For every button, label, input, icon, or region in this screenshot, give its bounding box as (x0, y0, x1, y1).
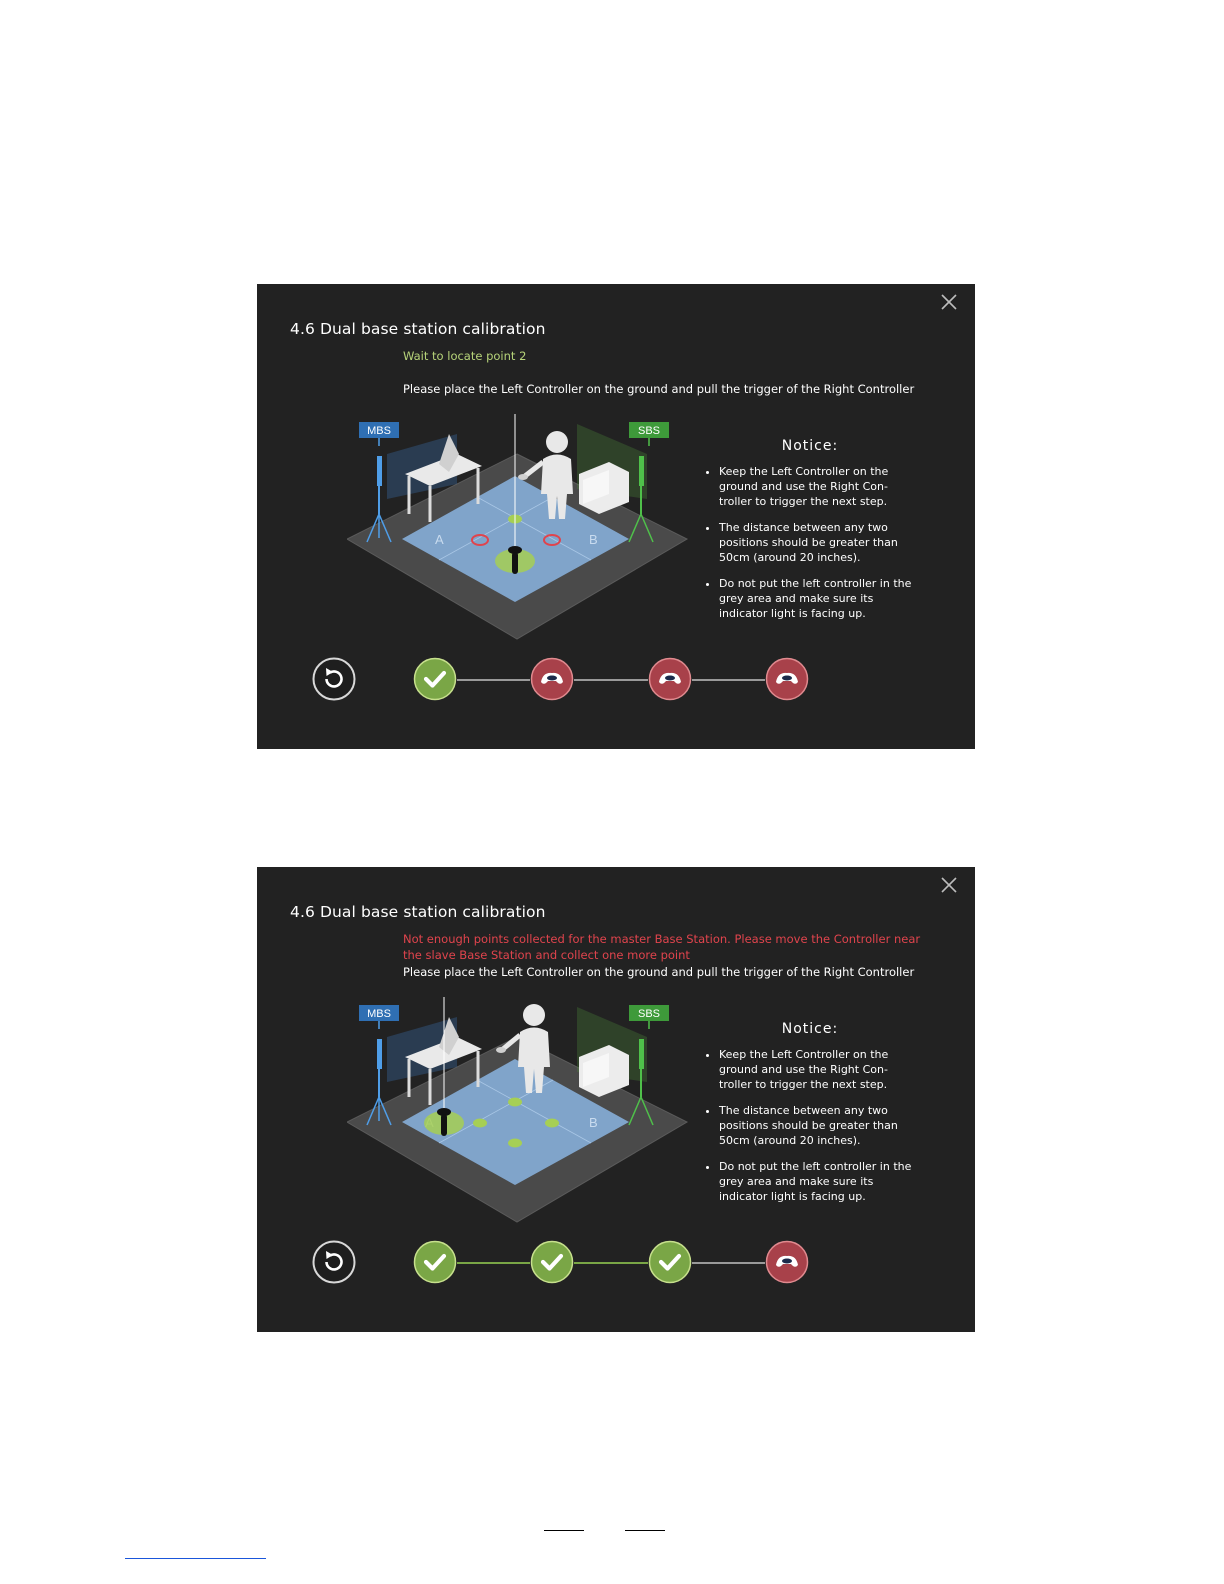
notice-item: • Keep the Left Controller on the ground and use the Right Con-troller to trigger the next step. (719, 464, 915, 509)
step-connector (692, 1262, 765, 1264)
step-connector (574, 1262, 648, 1264)
step-connector (457, 1262, 530, 1264)
step-pending-controller-icon (765, 657, 809, 701)
step-pending-controller-icon (765, 1240, 809, 1284)
zone-a-label: A (435, 532, 444, 547)
calibration-point (508, 1098, 522, 1107)
footer-link-rule (125, 1558, 266, 1559)
notice-box (705, 439, 915, 632)
room-illustration (347, 997, 697, 1227)
refresh-icon[interactable] (312, 1240, 356, 1284)
zone-b-label: B (589, 532, 598, 547)
step-done-check-icon (413, 657, 457, 701)
status-message: Not enough points collected for the master Base Station. Please move the Controller near the slave Base Station and collect one more point (403, 932, 921, 962)
step-progress (257, 1237, 975, 1287)
notice-item: • Do not put the left controller in the grey area and make sure its indicator light is facing up. (719, 1159, 915, 1204)
notice-item: • Do not put the left controller in the grey area and make sure its indicator light is facing up. (719, 576, 915, 621)
step-done-check-icon (648, 1240, 692, 1284)
step-connector (574, 679, 648, 681)
calibration-panel (257, 867, 975, 1332)
step-pending-controller-icon (648, 657, 692, 701)
notice-item: • The distance between any two positions should be greater than 50cm (around 20 inches). (719, 1103, 915, 1148)
instruction-text: Please place the Left Controller on the ground and pull the trigger of the Right Controller (403, 382, 915, 396)
notice-heading: Notice: (781, 1021, 839, 1037)
mbs-label: MBS (367, 425, 391, 437)
step-progress (257, 654, 975, 704)
mbs-label: MBS (367, 1008, 391, 1020)
notice-item: • Keep the Left Controller on the ground and use the Right Con-troller to trigger the next step. (719, 1047, 915, 1092)
step-done-check-icon (413, 1240, 457, 1284)
panel-title: 4.6 Dual base station calibration (290, 903, 546, 921)
instruction-text: Please place the Left Controller on the ground and pull the trigger of the Right Controller (403, 965, 915, 979)
notice-box (705, 1022, 915, 1215)
panel-title: 4.6 Dual base station calibration (290, 320, 546, 338)
step-done-check-icon (530, 1240, 574, 1284)
room-illustration (347, 414, 697, 644)
status-message: Wait to locate point 2 (403, 349, 527, 363)
calibration-panel (257, 284, 975, 749)
calibration-point (545, 1119, 559, 1128)
sbs-label: SBS (637, 1008, 661, 1020)
step-pending-controller-icon (530, 657, 574, 701)
notice-heading: Notice: (781, 438, 839, 454)
refresh-icon[interactable] (312, 657, 356, 701)
sbs-label: SBS (637, 425, 661, 437)
step-connector (692, 679, 765, 681)
close-icon[interactable] (939, 292, 959, 312)
footer-rule (625, 1530, 665, 1531)
zone-b-label: B (589, 1115, 598, 1130)
notice-item: • The distance between any two positions should be greater than 50cm (around 20 inches). (719, 520, 915, 565)
step-connector (457, 679, 530, 681)
footer-rule (544, 1530, 584, 1531)
calibration-point (473, 1119, 487, 1128)
calibration-point (508, 1139, 522, 1148)
close-icon[interactable] (939, 875, 959, 895)
